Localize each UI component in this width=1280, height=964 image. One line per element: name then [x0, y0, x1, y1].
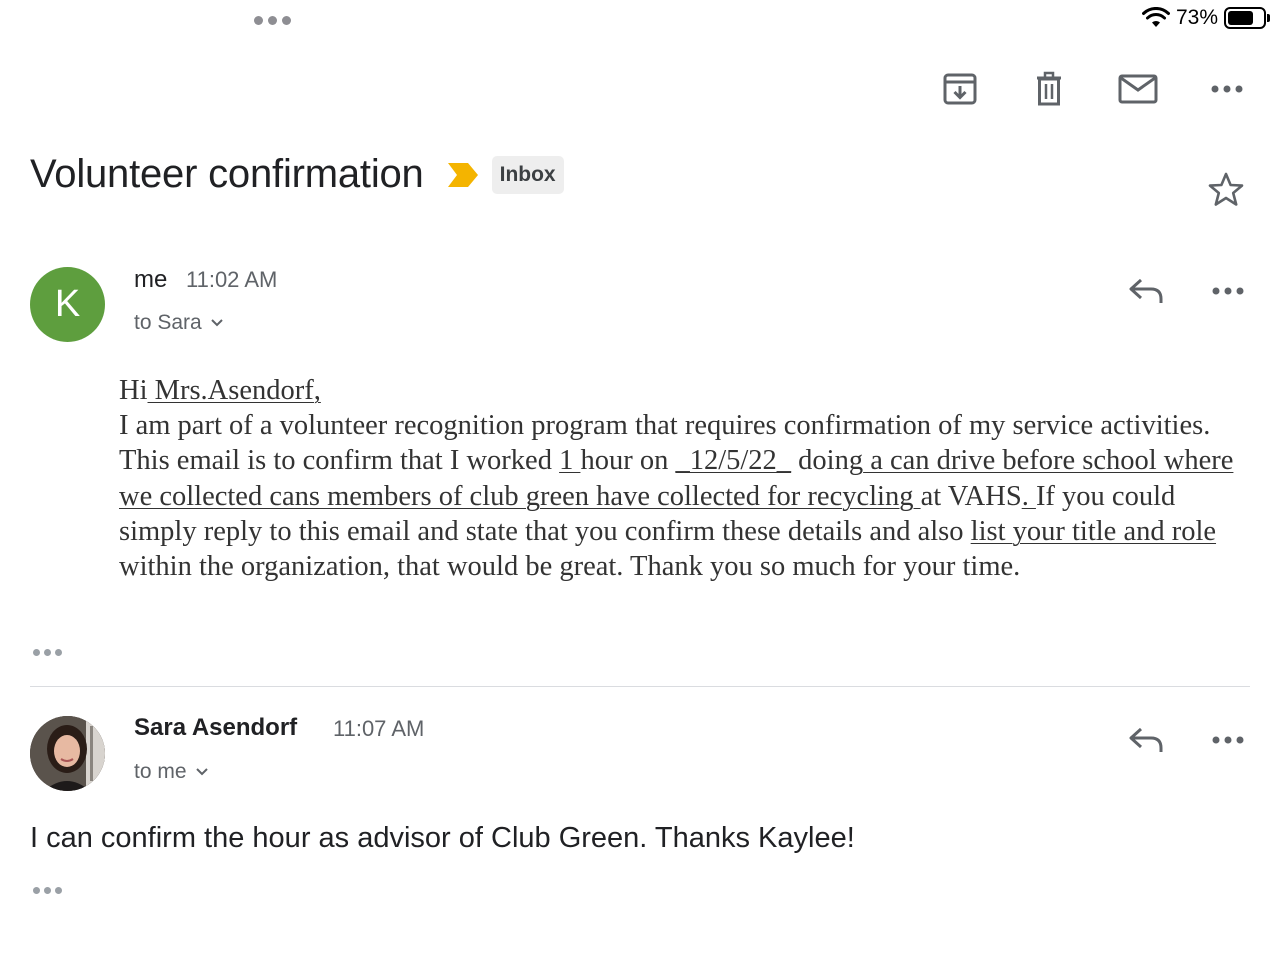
reply-icon — [1127, 275, 1165, 307]
recipient-label: to Sara — [134, 311, 202, 334]
multitask-dots[interactable] — [254, 16, 291, 25]
delete-button[interactable] — [1026, 66, 1072, 112]
star-button[interactable] — [1206, 170, 1246, 210]
date-value: _12/5/22_ — [675, 445, 792, 477]
role-request: list your title and role — [970, 515, 1217, 547]
avatar[interactable] — [30, 716, 105, 791]
sender-name: me — [134, 266, 168, 293]
battery-icon — [1224, 7, 1270, 29]
recipient-details-toggle[interactable] — [134, 311, 224, 335]
greeting-name: Mrs.Asendorf, — [147, 375, 321, 406]
reply-button[interactable] — [1123, 720, 1169, 760]
delete-icon — [1031, 71, 1067, 107]
subject-row — [30, 152, 564, 197]
email-subject: Volunteer confirmation — [30, 152, 424, 196]
recipient-details-toggle[interactable] — [134, 760, 209, 784]
mark-unread-icon — [1118, 73, 1158, 105]
hours-value: 1 — [559, 445, 581, 477]
status-bar — [1142, 6, 1270, 30]
greeting: Hi — [119, 375, 148, 406]
important-marker-icon[interactable] — [446, 160, 482, 190]
more-icon — [1211, 735, 1245, 745]
body-text: hour on — [580, 445, 676, 477]
archive-button[interactable] — [937, 66, 983, 112]
reply-button[interactable] — [1123, 271, 1169, 311]
body-text: . — [1021, 480, 1036, 512]
inbox-label-chip[interactable]: Inbox — [492, 156, 564, 194]
body-text: If you could simply reply to this email and state that you confirm these details and also — [119, 480, 1176, 547]
body-text: within the organization, that would be great. Thank you so much for your time. — [119, 551, 1021, 583]
wifi-icon — [1142, 7, 1170, 29]
show-trimmed-content-button[interactable] — [33, 645, 62, 660]
message-toolbar — [937, 66, 1250, 112]
message-time: 11:07 AM — [333, 716, 425, 741]
chevron-down-icon — [195, 767, 209, 777]
body-text: at VAHS — [920, 480, 1022, 512]
star-icon — [1206, 170, 1246, 210]
message-more-button[interactable] — [1205, 271, 1251, 311]
message-time: 11:02 AM — [186, 267, 278, 292]
chevron-down-icon — [210, 318, 224, 328]
more-options-button[interactable] — [1204, 66, 1250, 112]
show-trimmed-content-button[interactable] — [33, 883, 62, 898]
message-more-button[interactable] — [1205, 720, 1251, 760]
more-icon — [1210, 84, 1244, 94]
activity-description: a can drive before school where we collected cans members of club green have collected for recycling — [119, 445, 1234, 512]
archive-icon — [942, 71, 978, 107]
body-text: I am part of a volunteer recognition program that requires confirmation of my service activities. This email is to confirm that I worked — [119, 410, 1211, 477]
mark-unread-button[interactable] — [1115, 66, 1161, 112]
message-body — [119, 373, 1239, 584]
message-divider — [30, 686, 1250, 687]
more-icon — [1211, 286, 1245, 296]
recipient-label: to me — [134, 760, 187, 783]
battery-percentage: 73% — [1175, 6, 1218, 29]
avatar[interactable]: K — [30, 267, 105, 342]
body-text: doing — [791, 445, 864, 477]
sender-name: Sara Asendorf — [134, 714, 298, 741]
reply-icon — [1127, 724, 1165, 756]
message-body: I can confirm the hour as advisor of Club Green. Thanks Kaylee! — [30, 822, 855, 854]
